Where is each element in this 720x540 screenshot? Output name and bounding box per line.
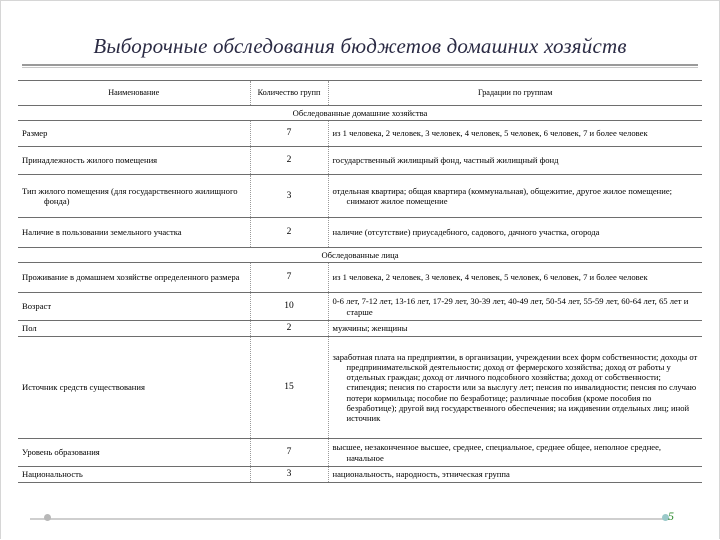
row-count: 10 (250, 293, 328, 321)
table-row (18, 293, 702, 321)
page-title: Выборочные обследования бюджетов домашних хозяйств (93, 34, 627, 58)
row-gradations: из 1 человека, 2 человек, 3 человек, 4 человек, 5 человек, 6 человек, 7 и более человек (328, 263, 702, 293)
section-row (18, 248, 702, 263)
section-title-households: Обследованные домашние хозяйства (18, 106, 702, 121)
row-gradations: отдельная квартира; общая квартира (коммунальная), общежитие, другое жилое помещение; снимают жилое помещение (328, 175, 702, 218)
row-count: 7 (250, 263, 328, 293)
header-gradations: Градации по группам (328, 81, 702, 106)
row-name: Принадлежность жилого помещения (18, 147, 250, 175)
row-name: Тип жилого помещения (для государственного жилищного фонда) (18, 175, 250, 218)
table-row (18, 439, 702, 467)
row-gradations: государственный жилищный фонд, частный жилищный фонд (328, 147, 702, 175)
row-gradations: из 1 человека, 2 человек, 3 человек, 4 человек, 5 человек, 6 человек, 7 и более человек (328, 121, 702, 147)
row-count: 7 (250, 121, 328, 147)
row-count: 3 (250, 467, 328, 483)
row-count: 2 (250, 147, 328, 175)
table-row (18, 337, 702, 439)
page-number: 5 (668, 509, 674, 523)
table-row (18, 147, 702, 175)
row-name: Проживание в домашнем хозяйстве определенного размера (18, 263, 250, 293)
budget-survey-table (18, 80, 702, 483)
table-row (18, 175, 702, 218)
table-row (18, 218, 702, 248)
section-title-persons: Обследованные лица (18, 248, 702, 263)
row-name: Наличие в пользовании земельного участка (18, 218, 250, 248)
section-row (18, 106, 702, 121)
row-gradations: наличие (отсутствие) приусадебного, садового, дачного участка, огорода (328, 218, 702, 248)
table-header-row (18, 81, 702, 106)
row-count: 7 (250, 439, 328, 467)
row-gradations: мужчины; женщины (328, 321, 702, 337)
row-gradations: высшее, незаконченное высшее, среднее, специальное, среднее общее, неполное среднее, начальное (328, 439, 702, 467)
row-name: Национальность (18, 467, 250, 483)
row-count: 2 (250, 321, 328, 337)
row-gradations: 0-6 лет, 7-12 лет, 13-16 лет, 17-29 лет, 30-39 лет, 40-49 лет, 50-54 лет, 55-59 лет, 60-64 лет, 65 лет и старше (328, 293, 702, 321)
row-name: Источник средств существования (18, 337, 250, 439)
row-count: 15 (250, 337, 328, 439)
row-gradations: национальность, народность, этническая группа (328, 467, 702, 483)
row-name: Размер (18, 121, 250, 147)
title-divider (22, 64, 698, 66)
title-divider-secondary (22, 67, 698, 68)
row-gradations: заработная плата на предприятии, в организации, учреждении всех форм собственности; доходы от предпринимательской деятельности; доход от фермерского хозяйства; доход от работы у отдельных граждан; доход от личного подсобного хозяйства; доход от собственности; стипендия; пенсия по старости или за выслугу лет; пенсия по инвалидности; пенсия по случаю потери кормильца; пособие по безработице; различные пособия (кроме пособия по безработице); другой вид государственного обеспечения; на иждивении отдельных лиц; иной источник (328, 337, 702, 439)
table-row (18, 263, 702, 293)
row-count: 3 (250, 175, 328, 218)
footer-bullet-icon (44, 514, 51, 521)
table-row (18, 467, 702, 483)
table-row (18, 121, 702, 147)
header-name: Наименование (18, 81, 250, 106)
table-row (18, 321, 702, 337)
header-count: Количество групп (250, 81, 328, 106)
row-name: Пол (18, 321, 250, 337)
row-name: Уровень образования (18, 439, 250, 467)
footer-divider (30, 518, 670, 520)
row-name: Возраст (18, 293, 250, 321)
row-count: 2 (250, 218, 328, 248)
